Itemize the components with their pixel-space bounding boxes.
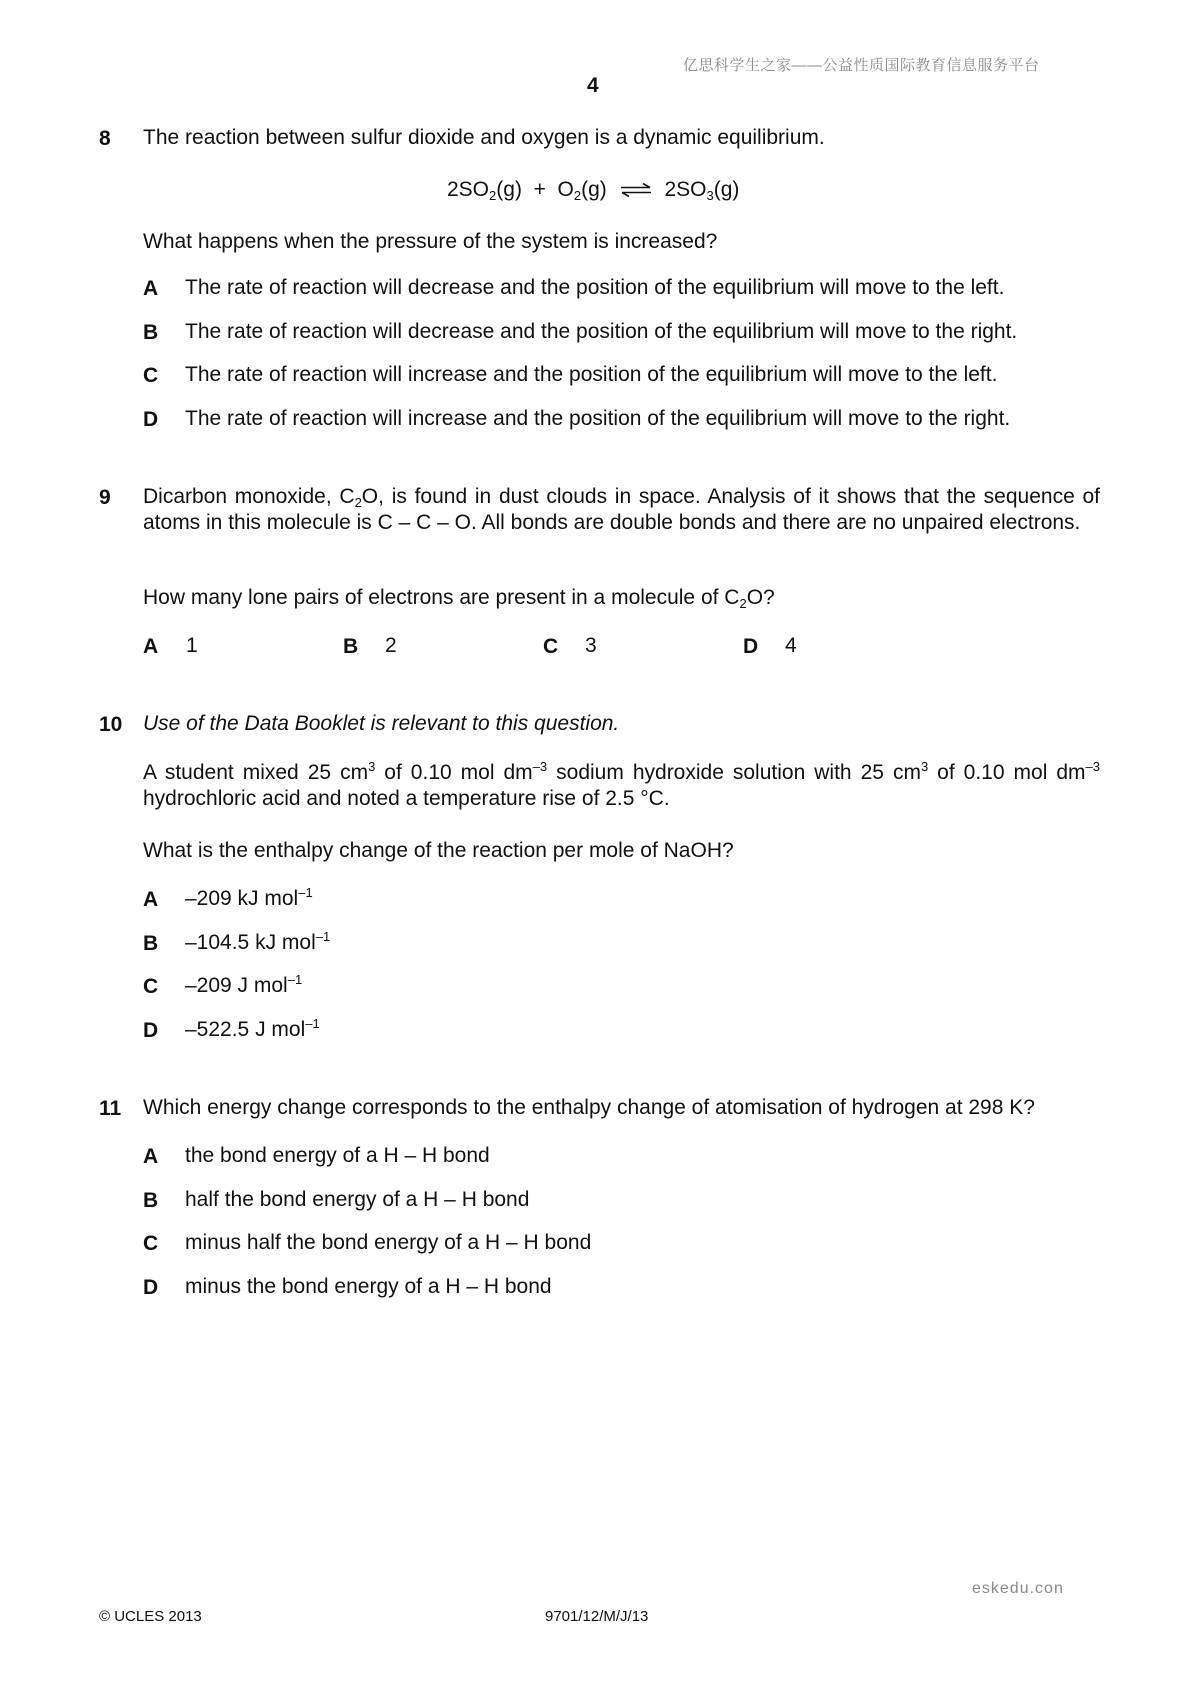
footer-copyright: © UCLES 2013 xyxy=(99,1608,202,1625)
q8-option-a-letter: A xyxy=(143,277,159,300)
question-10-note: Use of the Data Booklet is relevant to this question. xyxy=(143,712,620,735)
q9-option-b-letter: B xyxy=(343,635,359,658)
footer-paper-code: 9701/12/M/J/13 xyxy=(545,1608,649,1625)
q11-option-b-letter: B xyxy=(143,1189,159,1212)
watermark-bottom: eskedu.con xyxy=(972,1580,1064,1597)
question-8-equation: $2SO_2(g) + O_2(g)$ $2SO_3(g)$ xyxy=(447,178,740,203)
q11-option-d-letter: D xyxy=(143,1276,159,1299)
q10-option-d-text: –522.5 J mol$^{-1}$ xyxy=(185,1016,320,1041)
q11-option-c-text: minus half the bond energy of a H – H bond xyxy=(185,1231,592,1254)
question-8-stem: The reaction between sulfur dioxide and oxygen is a dynamic equilibrium. xyxy=(143,126,825,149)
q11-option-a-text: the bond energy of a H – H bond xyxy=(185,1144,490,1167)
q8-option-b-text: The rate of reaction will decrease and the position of the equilibrium will move to the right. xyxy=(185,320,1018,343)
question-10-question: What is the enthalpy change of the reaction per mole of NaOH? xyxy=(143,839,734,862)
question-10-number: 10 xyxy=(99,713,123,736)
q10-option-d-letter: D xyxy=(143,1019,159,1042)
q10-option-b-letter: B xyxy=(143,932,159,955)
question-11-number: 11 xyxy=(99,1097,122,1120)
equilibrium-arrow-icon xyxy=(619,183,653,197)
page-number: 4 xyxy=(587,74,599,97)
question-8-number: 8 xyxy=(99,127,111,150)
q10-option-a-letter: A xyxy=(143,888,159,911)
question-9-stem: Dicarbon monoxide, $C_2O$, is found in dust clouds in space. Analysis of it shows that the sequence of atoms in this molecule is C – C – O. All bonds are double bonds and there are no unpaired electrons. xyxy=(143,485,1100,534)
q9-option-d-letter: D xyxy=(743,635,759,658)
question-9-question: How many lone pairs of electrons are present in a molecule of $C_2O$? xyxy=(143,586,775,611)
q9-option-c-text: 3 xyxy=(585,634,597,657)
q8-option-b-letter: B xyxy=(143,321,159,344)
q11-option-b-text: half the bond energy of a H – H bond xyxy=(185,1188,530,1211)
q10-option-a-text: –209 kJ mol$^{-1}$ xyxy=(185,885,313,910)
q11-option-c-letter: C xyxy=(143,1232,159,1255)
question-9-number: 9 xyxy=(99,486,111,509)
q9-option-b-text: 2 xyxy=(385,634,397,657)
q9-option-a-text: 1 xyxy=(186,634,198,657)
question-11-question: Which energy change corresponds to the enthalpy change of atomisation of hydrogen at 298 K? xyxy=(143,1096,1035,1119)
q8-option-d-letter: D xyxy=(143,408,159,431)
q8-option-c-letter: C xyxy=(143,364,159,387)
q9-option-d-text: 4 xyxy=(785,634,797,657)
q8-option-d-text: The rate of reaction will increase and the position of the equilibrium will move to the right. xyxy=(185,407,1011,430)
q10-option-c-text: –209 J mol$^{-1}$ xyxy=(185,972,303,997)
question-8-question: What happens when the pressure of the system is increased? xyxy=(143,230,718,253)
q11-option-d-text: minus the bond energy of a H – H bond xyxy=(185,1275,552,1298)
question-10-stem: A student mixed 25 $cm^3$ of 0.10 mol $dm^{-3}$ sodium hydroxide solution with 25 $cm^3$ of 0.10 mol $dm^{-3}$ hydrochloric acid and noted a temperature rise of 2.5 °C. xyxy=(143,759,1101,810)
q8-option-a-text: The rate of reaction will decrease and the position of the equilibrium will move to the left. xyxy=(185,276,1005,299)
q9-option-a-letter: A xyxy=(143,635,159,658)
q8-option-c-text: The rate of reaction will increase and the position of the equilibrium will move to the left. xyxy=(185,363,998,386)
q11-option-a-letter: A xyxy=(143,1145,159,1168)
q9-option-c-letter: C xyxy=(543,635,559,658)
q10-option-c-letter: C xyxy=(143,975,159,998)
watermark-top: 亿思科学生之家——公益性质国际教育信息服务平台 xyxy=(683,57,1040,74)
q10-option-b-text: –104.5 kJ mol$^{-1}$ xyxy=(185,929,331,954)
